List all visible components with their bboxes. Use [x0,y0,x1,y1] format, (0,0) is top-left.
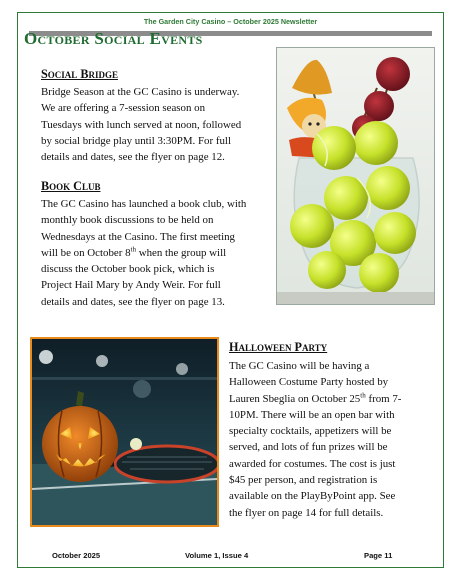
halloween-party-heading: Halloween Party [229,340,328,354]
footer-page-number: Page 11 [364,551,393,560]
text-line: discuss the October book pick, which is [41,263,215,276]
text-line: 10PM. There will be an open bar with [229,408,395,421]
footer-volume: Volume 1, Issue 4 [185,551,249,560]
text-line: available on the PlayByPoint app. See [229,490,396,503]
text-fragment: Lauren Sbeglia on October 25 [229,392,361,405]
text-line: We are offering a 7-session season on [41,102,206,115]
text-line: $45 per person, and registration is [229,474,378,487]
text-line: the flyer on page 14 for full details. [229,506,384,519]
text-line: The GC Casino will be having a [229,360,370,372]
text-line: served, and lots of fun prizes will be [229,441,388,454]
text-line: specialty cocktails, appetizers will be [229,425,392,438]
book-club-heading: Book Club [41,179,101,193]
social-bridge-heading: Social Bridge [41,67,118,81]
text-line: Project Hail Mary by Andy Weir. For full [41,279,221,292]
text-line [41,245,246,261]
jack-o-lantern-racket-photo [30,337,219,527]
text-line: Tuesdays with lunch served at noon, followed [41,118,242,131]
text-fragment: from 7- [365,392,402,405]
vase-of-tennis-balls-photo [276,47,435,305]
text-line: Bridge Season at the GC Casino is underway. [41,86,240,98]
text-line: The GC Casino has launched a book club, with [41,198,247,210]
text-line: awarded for costumes. The cost is just [229,457,396,470]
footer-date: October 2025 [52,551,101,560]
text-line: details and dates, see the flyer on page 13. [41,295,225,308]
text-line: by social bridge play until 3:30PM. For full [41,134,231,147]
text-line: monthly book discussions to be held on [41,214,214,227]
text-line: details and dates, see the flyer on page 12. [41,151,225,164]
newsletter-banner: The Garden City Casino – October 2025 Newsletter [143,17,318,26]
book-club-text [41,196,246,310]
page-title: October Social Events [24,29,203,48]
text-line: Wednesdays at the Casino. The first meeting [41,230,235,243]
ordinal-suffix: th [130,245,136,254]
halloween-party-text [229,358,401,521]
pumpkin-photo-illustration [32,339,217,525]
text-line: Halloween Costume Party hosted by [229,376,389,389]
vase-photo-illustration [277,48,435,305]
text-fragment: when the group will [135,246,227,259]
social-bridge-text [41,84,241,165]
text-fragment: will be on October 8 [41,246,131,259]
ordinal-suffix: th [360,390,366,399]
text-line [229,391,401,407]
